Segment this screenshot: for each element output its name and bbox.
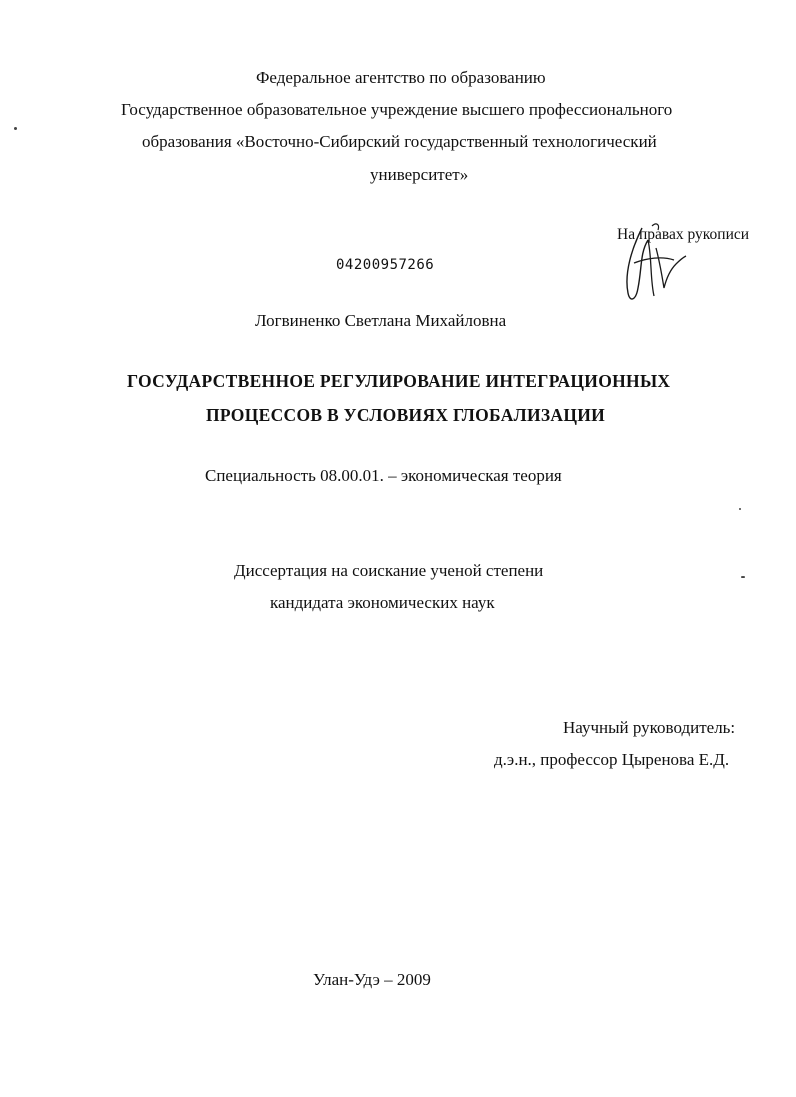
author-name: Логвиненко Светлана Михайловна xyxy=(255,311,507,330)
institution-line-1: Государственное образовательное учреждение высшего профессионального xyxy=(121,100,673,119)
library-code: 04200957266 xyxy=(336,257,435,273)
degree-line-1: Диссертация на соискание ученой степени xyxy=(234,561,544,580)
scan-speck xyxy=(739,508,741,510)
supervisor-label: Научный руководитель: xyxy=(563,718,736,737)
degree-line-2: кандидата экономических наук xyxy=(270,593,495,612)
place-year: Улан-Удэ – 2009 xyxy=(313,970,431,989)
signature-graphic xyxy=(612,218,692,308)
scan-speck xyxy=(741,576,745,578)
dissertation-title-line-2: ПРОЦЕССОВ В УСЛОВИЯХ ГЛОБАЛИЗАЦИИ xyxy=(206,405,606,425)
supervisor-name: д.э.н., профессор Цыренова Е.Д. xyxy=(494,750,730,769)
dissertation-title-line-1: ГОСУДАРСТВЕННОЕ РЕГУЛИРОВАНИЕ ИНТЕГРАЦИОННЫХ xyxy=(127,371,671,391)
manuscript-note: На правах рукописи xyxy=(617,226,750,243)
institution-line-2: образования «Восточно-Сибирский государственный технологический xyxy=(142,132,657,151)
scan-speck xyxy=(14,127,17,130)
specialty-line: Специальность 08.00.01. – экономическая теория xyxy=(205,466,562,485)
institution-line-3: университет» xyxy=(370,165,469,184)
agency-line: Федеральное агентство по образованию xyxy=(256,68,546,87)
